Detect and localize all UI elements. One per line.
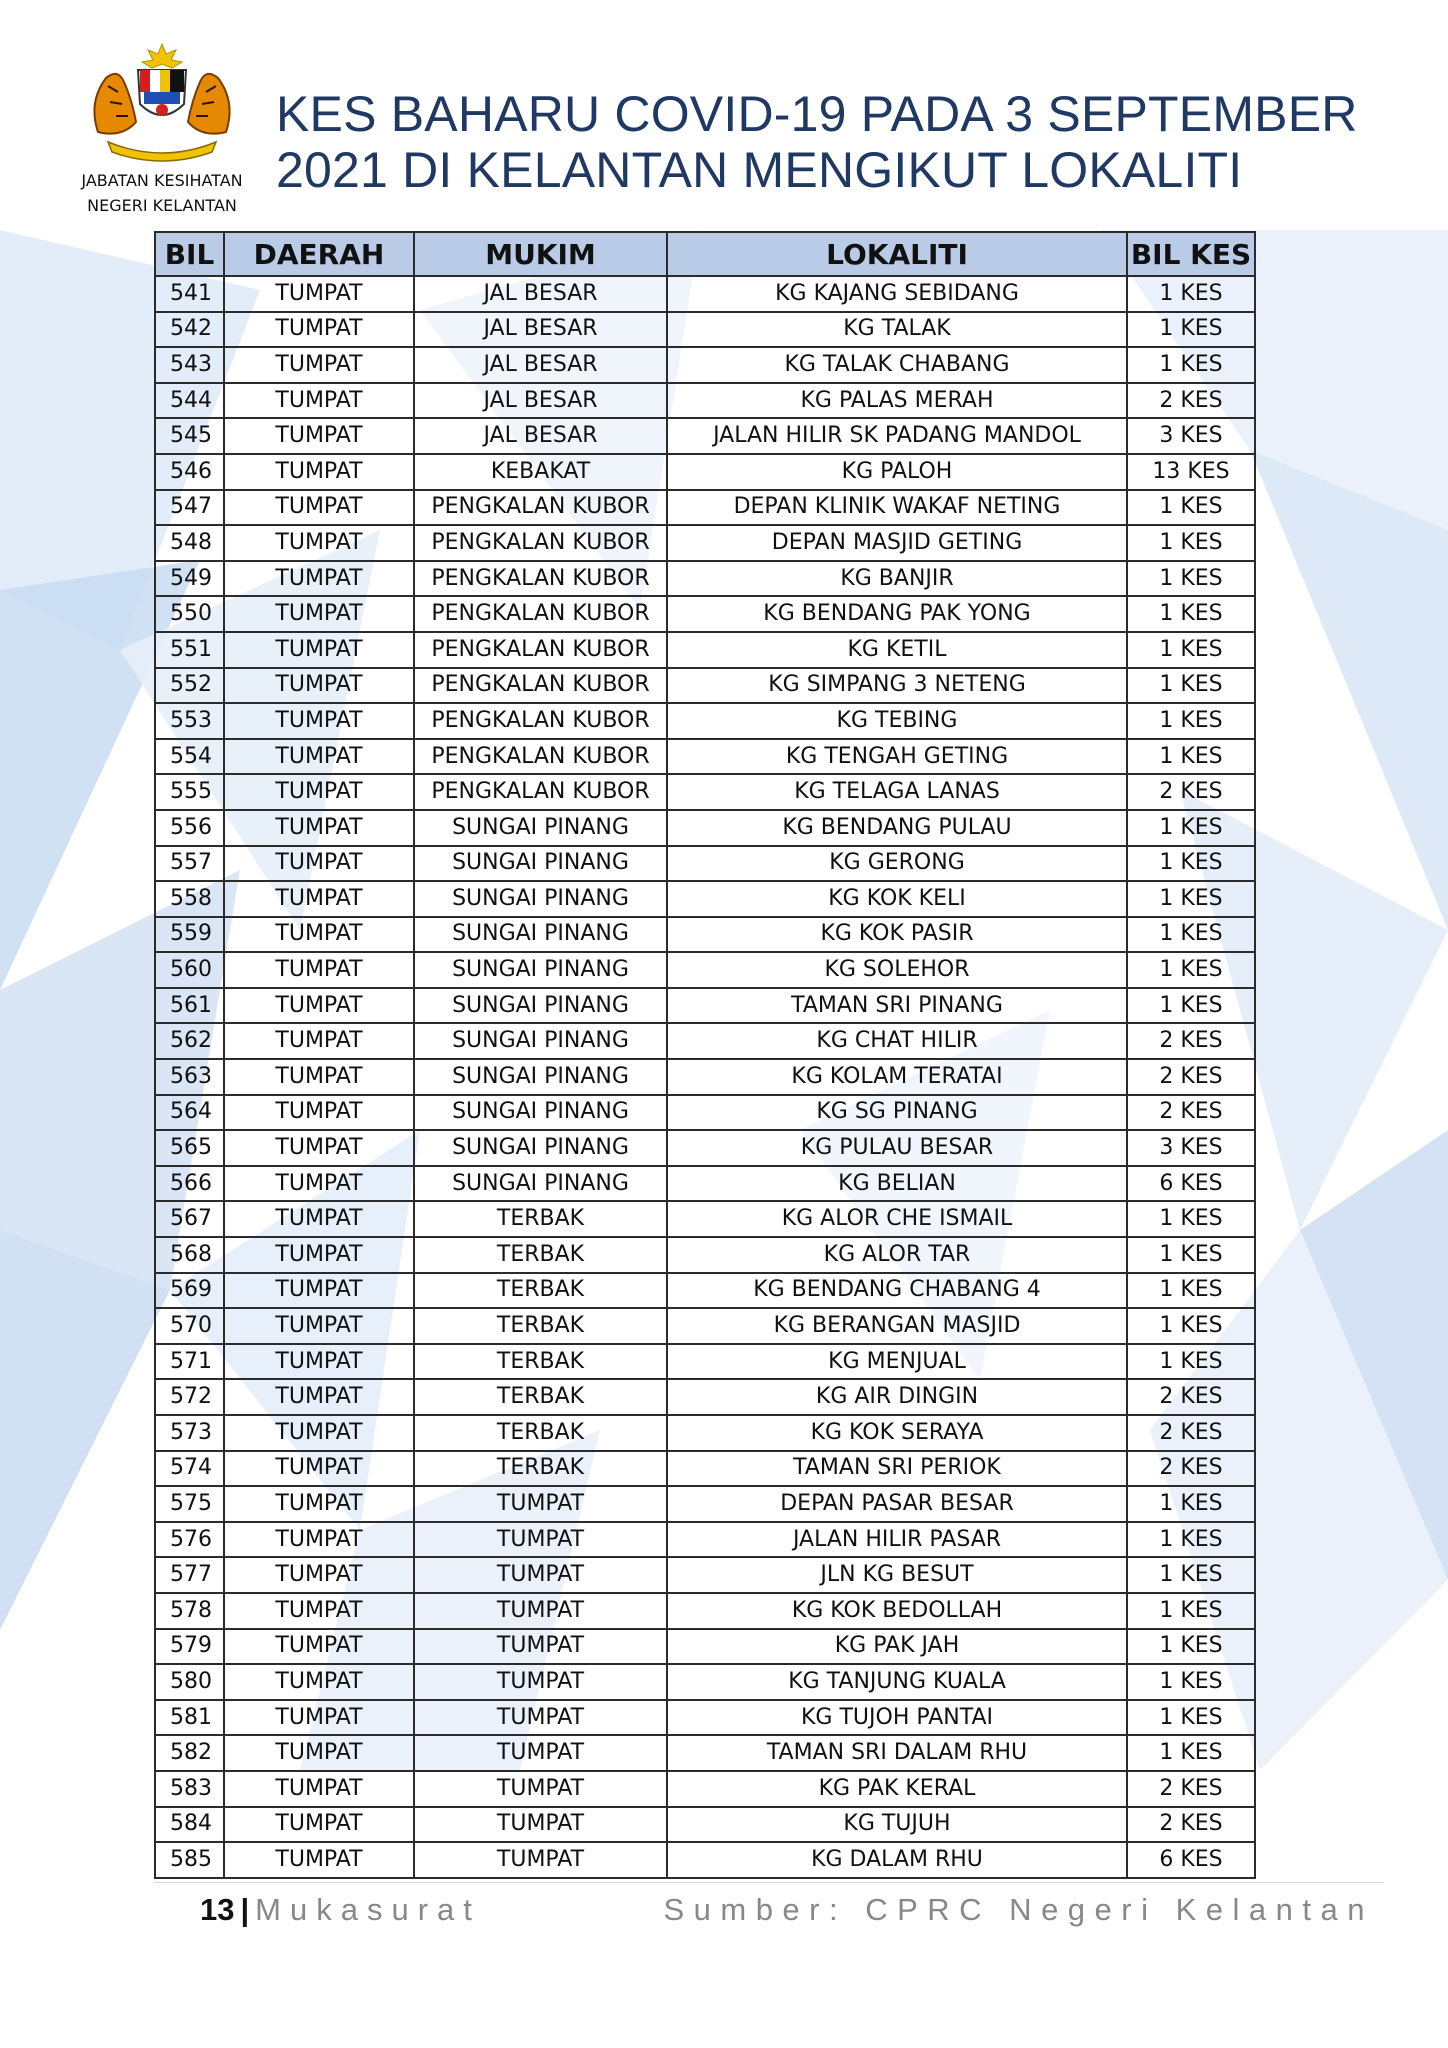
cell-bil-kes: 1 KES	[1127, 1344, 1255, 1380]
cell-daerah: TUMPAT	[224, 276, 414, 312]
cell-lokaliti: TAMAN SRI PERIOK	[667, 1451, 1127, 1487]
cell-mukim: JAL BESAR	[414, 418, 667, 454]
cell-daerah: TUMPAT	[224, 1593, 414, 1629]
cell-bil: 571	[155, 1344, 224, 1380]
cell-bil-kes: 2 KES	[1127, 1059, 1255, 1095]
cell-bil-kes: 1 KES	[1127, 596, 1255, 632]
cell-bil: 582	[155, 1735, 224, 1771]
cell-bil-kes: 1 KES	[1127, 1557, 1255, 1593]
cell-lokaliti: KG BANJIR	[667, 561, 1127, 597]
cell-lokaliti: KG ALOR TAR	[667, 1237, 1127, 1273]
cell-daerah: TUMPAT	[224, 846, 414, 882]
table-header-row	[155, 232, 1255, 276]
title-line-2: 2021 DI KELANTAN MENGIKUT LOKALITI	[276, 142, 1243, 198]
cell-bil: 584	[155, 1807, 224, 1843]
cell-lokaliti: KG KOK KELI	[667, 881, 1127, 917]
cell-bil: 561	[155, 988, 224, 1024]
table-row	[155, 1308, 1255, 1344]
table-row	[155, 988, 1255, 1024]
cell-daerah: TUMPAT	[224, 1059, 414, 1095]
cell-lokaliti: KG PAK KERAL	[667, 1771, 1127, 1807]
cell-mukim: JAL BESAR	[414, 347, 667, 383]
cell-bil: 567	[155, 1201, 224, 1237]
cell-daerah: TUMPAT	[224, 347, 414, 383]
cell-daerah: TUMPAT	[224, 917, 414, 953]
table-row	[155, 1451, 1255, 1487]
cell-daerah: TUMPAT	[224, 774, 414, 810]
cell-daerah: TUMPAT	[224, 490, 414, 526]
table-row	[155, 561, 1255, 597]
cell-bil-kes: 1 KES	[1127, 1273, 1255, 1309]
cell-bil-kes: 1 KES	[1127, 1201, 1255, 1237]
cell-bil: 558	[155, 881, 224, 917]
table-row	[155, 1344, 1255, 1380]
table-row	[155, 1807, 1255, 1843]
cell-mukim: SUNGAI PINANG	[414, 1130, 667, 1166]
cell-mukim: PENGKALAN KUBOR	[414, 596, 667, 632]
cell-bil-kes: 2 KES	[1127, 1451, 1255, 1487]
cell-daerah: TUMPAT	[224, 810, 414, 846]
table-row	[155, 739, 1255, 775]
cell-bil: 543	[155, 347, 224, 383]
cell-mukim: JAL BESAR	[414, 312, 667, 348]
cell-bil-kes: 1 KES	[1127, 632, 1255, 668]
cell-lokaliti: KG BENDANG PAK YONG	[667, 596, 1127, 632]
cell-bil: 562	[155, 1023, 224, 1059]
table-row	[155, 1557, 1255, 1593]
cell-bil-kes: 3 KES	[1127, 1130, 1255, 1166]
table-row	[155, 1486, 1255, 1522]
table-row	[155, 1415, 1255, 1451]
cell-bil-kes: 2 KES	[1127, 1095, 1255, 1131]
cell-bil-kes: 1 KES	[1127, 881, 1255, 917]
cell-mukim: JAL BESAR	[414, 383, 667, 419]
table-row	[155, 1593, 1255, 1629]
table-row	[155, 810, 1255, 846]
cell-lokaliti: TAMAN SRI DALAM RHU	[667, 1735, 1127, 1771]
table-row	[155, 454, 1255, 490]
cell-mukim: SUNGAI PINANG	[414, 810, 667, 846]
cell-daerah: TUMPAT	[224, 1451, 414, 1487]
page-separator: |	[240, 1892, 250, 1927]
cell-bil-kes: 1 KES	[1127, 561, 1255, 597]
cell-lokaliti: KG TENGAH GETING	[667, 739, 1127, 775]
cell-bil: 554	[155, 739, 224, 775]
cell-lokaliti: KG BENDANG PULAU	[667, 810, 1127, 846]
cell-daerah: TUMPAT	[224, 1237, 414, 1273]
cell-mukim: TERBAK	[414, 1237, 667, 1273]
table-row	[155, 1522, 1255, 1558]
table-row	[155, 1735, 1255, 1771]
cell-bil-kes: 1 KES	[1127, 917, 1255, 953]
cell-daerah: TUMPAT	[224, 1023, 414, 1059]
column-header-bil-kes: BIL KES	[1127, 232, 1255, 276]
cell-bil-kes: 1 KES	[1127, 1486, 1255, 1522]
cell-lokaliti: KG GERONG	[667, 846, 1127, 882]
cell-mukim: TUMPAT	[414, 1842, 667, 1878]
cell-daerah: TUMPAT	[224, 1344, 414, 1380]
cell-daerah: TUMPAT	[224, 632, 414, 668]
agency-name	[48, 168, 276, 218]
cell-mukim: TERBAK	[414, 1273, 667, 1309]
table-row	[155, 1273, 1255, 1309]
cell-lokaliti: JLN KG BESUT	[667, 1557, 1127, 1593]
cell-lokaliti: KG PALAS MERAH	[667, 383, 1127, 419]
cell-bil: 551	[155, 632, 224, 668]
cell-daerah: TUMPAT	[224, 1735, 414, 1771]
cell-daerah: TUMPAT	[224, 312, 414, 348]
cell-mukim: SUNGAI PINANG	[414, 1023, 667, 1059]
table-row	[155, 1379, 1255, 1415]
cell-bil: 548	[155, 525, 224, 561]
cell-bil-kes: 1 KES	[1127, 668, 1255, 704]
cell-bil-kes: 6 KES	[1127, 1842, 1255, 1878]
table-row	[155, 668, 1255, 704]
table-row	[155, 596, 1255, 632]
cell-daerah: TUMPAT	[224, 1771, 414, 1807]
cell-lokaliti: KG ALOR CHE ISMAIL	[667, 1201, 1127, 1237]
column-header-bil: BIL	[155, 232, 224, 276]
cell-daerah: TUMPAT	[224, 739, 414, 775]
cell-lokaliti: DEPAN KLINIK WAKAF NETING	[667, 490, 1127, 526]
cell-bil-kes: 2 KES	[1127, 1379, 1255, 1415]
cell-lokaliti: KG KOLAM TERATAI	[667, 1059, 1127, 1095]
cell-bil: 576	[155, 1522, 224, 1558]
cell-bil: 570	[155, 1308, 224, 1344]
cell-daerah: TUMPAT	[224, 1664, 414, 1700]
column-header-daerah: DAERAH	[224, 232, 414, 276]
cell-lokaliti: KG SIMPANG 3 NETENG	[667, 668, 1127, 704]
cell-daerah: TUMPAT	[224, 596, 414, 632]
cell-bil: 556	[155, 810, 224, 846]
cell-bil-kes: 1 KES	[1127, 1664, 1255, 1700]
title-line-1: KES BAHARU COVID-19 PADA 3 SEPTEMBER	[276, 86, 1358, 142]
cell-daerah: TUMPAT	[224, 1557, 414, 1593]
cell-lokaliti: TAMAN SRI PINANG	[667, 988, 1127, 1024]
table-row	[155, 774, 1255, 810]
cell-lokaliti: KG TALAK CHABANG	[667, 347, 1127, 383]
cell-bil-kes: 1 KES	[1127, 739, 1255, 775]
cell-lokaliti: KG KOK PASIR	[667, 917, 1127, 953]
table-row	[155, 1700, 1255, 1736]
cell-daerah: TUMPAT	[224, 1522, 414, 1558]
cell-lokaliti: KG BENDANG CHABANG 4	[667, 1273, 1127, 1309]
cell-mukim: TUMPAT	[414, 1593, 667, 1629]
page-number-block	[200, 1892, 481, 1928]
cell-lokaliti: KG PAK JAH	[667, 1629, 1127, 1665]
cell-daerah: TUMPAT	[224, 418, 414, 454]
cell-bil: 546	[155, 454, 224, 490]
cell-bil: 581	[155, 1700, 224, 1736]
cell-lokaliti: KG AIR DINGIN	[667, 1379, 1127, 1415]
cell-daerah: TUMPAT	[224, 1842, 414, 1878]
table-row	[155, 1059, 1255, 1095]
cell-mukim: TERBAK	[414, 1344, 667, 1380]
cell-daerah: TUMPAT	[224, 1095, 414, 1131]
cell-mukim: PENGKALAN KUBOR	[414, 561, 667, 597]
cell-lokaliti: KG SOLEHOR	[667, 952, 1127, 988]
cell-bil: 578	[155, 1593, 224, 1629]
cell-mukim: JAL BESAR	[414, 276, 667, 312]
cell-bil-kes: 13 KES	[1127, 454, 1255, 490]
cell-mukim: SUNGAI PINANG	[414, 846, 667, 882]
table-row	[155, 525, 1255, 561]
cell-lokaliti: KG BELIAN	[667, 1166, 1127, 1202]
cell-daerah: TUMPAT	[224, 952, 414, 988]
cell-daerah: TUMPAT	[224, 1486, 414, 1522]
cell-mukim: TUMPAT	[414, 1629, 667, 1665]
cell-bil: 563	[155, 1059, 224, 1095]
cell-bil-kes: 1 KES	[1127, 988, 1255, 1024]
cell-bil-kes: 2 KES	[1127, 1771, 1255, 1807]
cell-mukim: TUMPAT	[414, 1735, 667, 1771]
cell-lokaliti: KG MENJUAL	[667, 1344, 1127, 1380]
cell-daerah: TUMPAT	[224, 1201, 414, 1237]
cell-bil: 572	[155, 1379, 224, 1415]
cell-mukim: TERBAK	[414, 1451, 667, 1487]
cell-bil-kes: 6 KES	[1127, 1166, 1255, 1202]
cell-bil: 544	[155, 383, 224, 419]
column-header-lokaliti: LOKALITI	[667, 232, 1127, 276]
cell-lokaliti: KG SG PINANG	[667, 1095, 1127, 1131]
cell-mukim: PENGKALAN KUBOR	[414, 632, 667, 668]
cell-lokaliti: DEPAN PASAR BESAR	[667, 1486, 1127, 1522]
column-header-mukim: MUKIM	[414, 232, 667, 276]
cell-lokaliti: JALAN HILIR PASAR	[667, 1522, 1127, 1558]
cell-lokaliti: KG TUJUH	[667, 1807, 1127, 1843]
cell-bil-kes: 1 KES	[1127, 1629, 1255, 1665]
cell-mukim: TUMPAT	[414, 1557, 667, 1593]
table-row	[155, 632, 1255, 668]
agency-line-1: JABATAN KESIHATAN	[81, 171, 243, 190]
cell-bil-kes: 1 KES	[1127, 347, 1255, 383]
cell-bil-kes: 1 KES	[1127, 525, 1255, 561]
table-row	[155, 881, 1255, 917]
cell-lokaliti: DEPAN MASJID GETING	[667, 525, 1127, 561]
cell-mukim: PENGKALAN KUBOR	[414, 525, 667, 561]
cell-daerah: TUMPAT	[224, 1166, 414, 1202]
cell-bil-kes: 1 KES	[1127, 312, 1255, 348]
cell-daerah: TUMPAT	[224, 1308, 414, 1344]
cell-daerah: TUMPAT	[224, 525, 414, 561]
table-row	[155, 383, 1255, 419]
cell-mukim: SUNGAI PINANG	[414, 881, 667, 917]
cases-table	[154, 231, 1256, 1879]
cell-lokaliti: KG KOK SERAYA	[667, 1415, 1127, 1451]
cell-bil-kes: 1 KES	[1127, 1700, 1255, 1736]
cell-bil: 547	[155, 490, 224, 526]
table-row	[155, 276, 1255, 312]
table-row	[155, 1023, 1255, 1059]
table-row	[155, 1842, 1255, 1878]
cell-daerah: TUMPAT	[224, 1807, 414, 1843]
table-row	[155, 1664, 1255, 1700]
cell-bil: 569	[155, 1273, 224, 1309]
cell-daerah: TUMPAT	[224, 454, 414, 490]
cell-bil: 559	[155, 917, 224, 953]
table-row	[155, 952, 1255, 988]
cell-mukim: TERBAK	[414, 1308, 667, 1344]
agency-line-2: NEGERI KELANTAN	[87, 196, 237, 215]
cell-bil: 579	[155, 1629, 224, 1665]
cell-bil-kes: 1 KES	[1127, 846, 1255, 882]
source-credit: Sumber: CPRC Negeri Kelantan	[663, 1892, 1374, 1927]
table-row	[155, 312, 1255, 348]
page-word: Mukasurat	[255, 1892, 481, 1927]
cell-lokaliti: KG KETIL	[667, 632, 1127, 668]
cell-lokaliti: KG TEBING	[667, 703, 1127, 739]
table-row	[155, 347, 1255, 383]
cell-bil: 552	[155, 668, 224, 704]
cell-bil-kes: 1 KES	[1127, 952, 1255, 988]
cell-mukim: TERBAK	[414, 1415, 667, 1451]
cell-bil-kes: 1 KES	[1127, 1237, 1255, 1273]
cell-mukim: SUNGAI PINANG	[414, 1095, 667, 1131]
cell-bil: 583	[155, 1771, 224, 1807]
cell-bil: 565	[155, 1130, 224, 1166]
cell-bil: 585	[155, 1842, 224, 1878]
cell-daerah: TUMPAT	[224, 1700, 414, 1736]
cell-bil: 555	[155, 774, 224, 810]
cell-lokaliti: JALAN HILIR SK PADANG MANDOL	[667, 418, 1127, 454]
cell-bil: 545	[155, 418, 224, 454]
cell-bil-kes: 3 KES	[1127, 418, 1255, 454]
cell-mukim: TERBAK	[414, 1379, 667, 1415]
cell-daerah: TUMPAT	[224, 1379, 414, 1415]
table-row	[155, 1166, 1255, 1202]
cell-bil: 553	[155, 703, 224, 739]
table-body	[155, 276, 1255, 1878]
cell-bil: 550	[155, 596, 224, 632]
cell-bil: 568	[155, 1237, 224, 1273]
table-row	[155, 1130, 1255, 1166]
cell-daerah: TUMPAT	[224, 703, 414, 739]
table-row	[155, 490, 1255, 526]
cell-lokaliti: KG PALOH	[667, 454, 1127, 490]
page-title	[276, 86, 1358, 198]
table-row	[155, 1629, 1255, 1665]
table-row	[155, 418, 1255, 454]
cell-lokaliti: KG TUJOH PANTAI	[667, 1700, 1127, 1736]
cell-bil-kes: 1 KES	[1127, 810, 1255, 846]
cell-daerah: TUMPAT	[224, 668, 414, 704]
cell-bil: 549	[155, 561, 224, 597]
cell-mukim: TUMPAT	[414, 1522, 667, 1558]
cell-bil-kes: 1 KES	[1127, 1522, 1255, 1558]
cell-mukim: TUMPAT	[414, 1664, 667, 1700]
cell-bil-kes: 1 KES	[1127, 490, 1255, 526]
cell-mukim: PENGKALAN KUBOR	[414, 703, 667, 739]
cell-mukim: SUNGAI PINANG	[414, 1059, 667, 1095]
cell-mukim: KEBAKAT	[414, 454, 667, 490]
cell-bil-kes: 2 KES	[1127, 774, 1255, 810]
cell-daerah: TUMPAT	[224, 881, 414, 917]
cell-bil: 541	[155, 276, 224, 312]
cell-lokaliti: KG KOK BEDOLLAH	[667, 1593, 1127, 1629]
cell-daerah: TUMPAT	[224, 1130, 414, 1166]
malaysia-coat-of-arms-icon	[78, 42, 246, 164]
cell-lokaliti: KG TANJUNG KUALA	[667, 1664, 1127, 1700]
cell-bil: 566	[155, 1166, 224, 1202]
cell-mukim: TUMPAT	[414, 1807, 667, 1843]
cell-mukim: PENGKALAN KUBOR	[414, 490, 667, 526]
table-row	[155, 1201, 1255, 1237]
table-row	[155, 1237, 1255, 1273]
cell-mukim: SUNGAI PINANG	[414, 952, 667, 988]
cell-mukim: TUMPAT	[414, 1700, 667, 1736]
cell-mukim: TERBAK	[414, 1201, 667, 1237]
cell-lokaliti: KG DALAM RHU	[667, 1842, 1127, 1878]
table-row	[155, 703, 1255, 739]
cell-daerah: TUMPAT	[224, 383, 414, 419]
cell-daerah: TUMPAT	[224, 988, 414, 1024]
cell-bil: 574	[155, 1451, 224, 1487]
cell-bil-kes: 1 KES	[1127, 1308, 1255, 1344]
table-row	[155, 917, 1255, 953]
cell-mukim: PENGKALAN KUBOR	[414, 739, 667, 775]
cell-lokaliti: KG TELAGA LANAS	[667, 774, 1127, 810]
cell-bil-kes: 1 KES	[1127, 1593, 1255, 1629]
cell-bil: 542	[155, 312, 224, 348]
page-number: 13	[200, 1892, 235, 1927]
cell-daerah: TUMPAT	[224, 1273, 414, 1309]
cell-daerah: TUMPAT	[224, 1629, 414, 1665]
cell-mukim: TUMPAT	[414, 1486, 667, 1522]
table-row	[155, 1771, 1255, 1807]
cell-bil-kes: 1 KES	[1127, 703, 1255, 739]
table-row	[155, 846, 1255, 882]
cell-bil: 575	[155, 1486, 224, 1522]
cell-bil-kes: 1 KES	[1127, 1735, 1255, 1771]
cell-bil: 564	[155, 1095, 224, 1131]
cell-bil: 573	[155, 1415, 224, 1451]
cell-bil-kes: 2 KES	[1127, 383, 1255, 419]
cell-mukim: PENGKALAN KUBOR	[414, 668, 667, 704]
footer-divider	[154, 1882, 1384, 1883]
cell-lokaliti: KG BERANGAN MASJID	[667, 1308, 1127, 1344]
cell-mukim: SUNGAI PINANG	[414, 988, 667, 1024]
cell-lokaliti: KG TALAK	[667, 312, 1127, 348]
cell-bil: 577	[155, 1557, 224, 1593]
cell-mukim: PENGKALAN KUBOR	[414, 774, 667, 810]
cell-mukim: SUNGAI PINANG	[414, 917, 667, 953]
cell-bil: 580	[155, 1664, 224, 1700]
cell-bil-kes: 2 KES	[1127, 1023, 1255, 1059]
cell-lokaliti: KG CHAT HILIR	[667, 1023, 1127, 1059]
cell-bil: 560	[155, 952, 224, 988]
cell-daerah: TUMPAT	[224, 561, 414, 597]
cell-mukim: TUMPAT	[414, 1771, 667, 1807]
cell-daerah: TUMPAT	[224, 1415, 414, 1451]
cell-lokaliti: KG KAJANG SEBIDANG	[667, 276, 1127, 312]
cell-bil-kes: 2 KES	[1127, 1415, 1255, 1451]
cell-bil-kes: 2 KES	[1127, 1807, 1255, 1843]
cell-lokaliti: KG PULAU BESAR	[667, 1130, 1127, 1166]
cell-bil-kes: 1 KES	[1127, 276, 1255, 312]
cell-mukim: SUNGAI PINANG	[414, 1166, 667, 1202]
cell-bil: 557	[155, 846, 224, 882]
table-row	[155, 1095, 1255, 1131]
